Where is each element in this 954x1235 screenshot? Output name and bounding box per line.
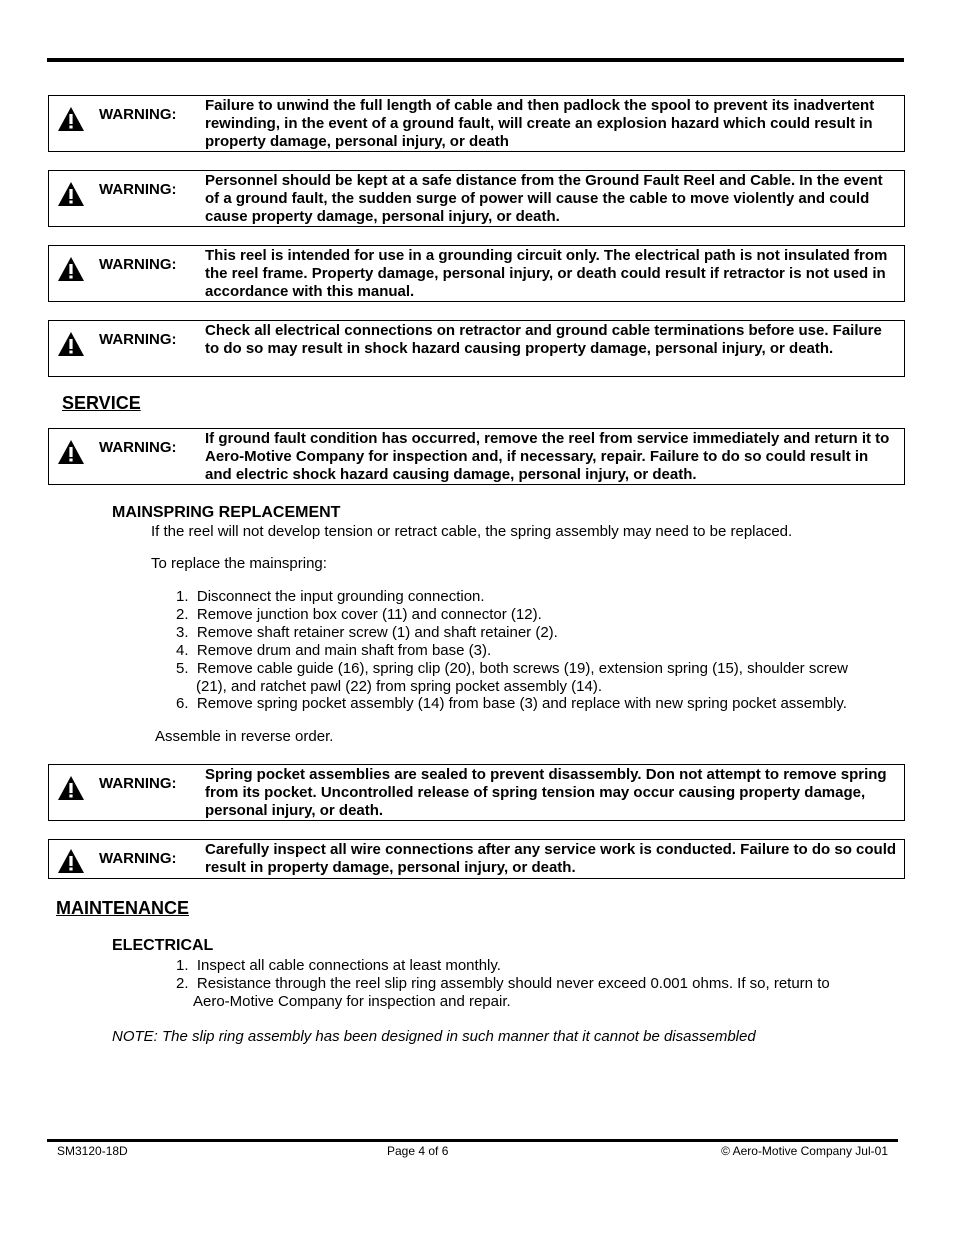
warning-triangle-icon xyxy=(57,848,85,874)
service-heading: SERVICE xyxy=(62,393,141,413)
warning-box xyxy=(48,170,905,227)
warning-text: Failure to unwind the full length of cable and then padlock the spool to prevent its inadvertent rewinding, in the event of a ground fault, will create an explosion hazard which could result in property damage, personal injury, or death xyxy=(205,97,875,150)
list-item: 1. Inspect all cable connections at least monthly. xyxy=(176,957,501,974)
warning-text: Check all electrical connections on retractor and ground cable terminations before use. Failure to do so may result in shock hazard causing property damage, personal injury, or death. xyxy=(205,322,882,357)
note: NOTE: The slip ring assembly has been designed in such manner that it cannot be disassembled xyxy=(112,1028,756,1045)
footer-copyright: © Aero-Motive Company Jul-01 xyxy=(721,1144,888,1158)
warning-box xyxy=(48,320,905,377)
mainspring-closing: Assemble in reverse order. xyxy=(155,728,334,745)
warning-label: WARNING: xyxy=(99,850,177,867)
warning-text: Spring pocket assemblies are sealed to prevent disassembly. Don not attempt to remove spring from its pocket. Uncontrolled release of spring tension may occur causing property damage, personal injury, or death. xyxy=(205,766,887,819)
warning-label: WARNING: xyxy=(99,256,177,273)
warning-box xyxy=(48,428,905,485)
warning-text: This reel is intended for use in a grounding circuit only. The electrical path is not insulated from the reel frame. Property damage, personal injury, or death could result if retractor is not used in accordance with this manual. xyxy=(205,247,888,300)
warning-triangle-icon xyxy=(57,106,85,132)
electrical-heading: ELECTRICAL xyxy=(112,937,214,954)
warning-box xyxy=(48,245,905,302)
list-item: 1. Disconnect the input grounding connection. xyxy=(176,588,485,605)
warning-label: WARNING: xyxy=(99,331,177,348)
list-item: 5. Remove cable guide (16), spring clip (20), both screws (19), extension spring (15), shoulder screw xyxy=(176,660,848,677)
list-item-continuation: (21), and ratchet pawl (22) from spring pocket assembly (14). xyxy=(196,678,603,695)
list-item: 6. Remove spring pocket assembly (14) from base (3) and replace with new spring pocket assembly. xyxy=(176,695,847,712)
mainspring-intro: If the reel will not develop tension or retract cable, the spring assembly may need to be replaced. xyxy=(151,523,793,540)
warning-triangle-icon xyxy=(57,331,85,357)
warning-box xyxy=(48,839,905,879)
list-item: 2. Remove junction box cover (11) and connector (12). xyxy=(176,606,542,623)
list-item: 3. Remove shaft retainer screw (1) and shaft retainer (2). xyxy=(176,624,558,641)
warning-text: Carefully inspect all wire connections after any service work is conducted. Failure to do so could result in property damage, personal injury, or death. xyxy=(205,841,897,876)
maintenance-heading: MAINTENANCE xyxy=(56,898,189,918)
warning-box xyxy=(48,764,905,821)
warning-label: WARNING: xyxy=(99,181,177,198)
warning-label: WARNING: xyxy=(99,106,177,123)
warning-text: If ground fault condition has occurred, remove the reel from service immediately and return it to Aero-Motive Company for inspection and, if necessary, repair. Failure to do so could result in and electric shock hazard causing damage, personal injury, or death. xyxy=(205,430,890,483)
footer-rule xyxy=(47,1139,898,1142)
warning-triangle-icon xyxy=(57,181,85,207)
warning-label: WARNING: xyxy=(99,775,177,792)
warning-triangle-icon xyxy=(57,439,85,465)
mainspring-lead: To replace the mainspring: xyxy=(151,555,327,572)
list-item: 4. Remove drum and main shaft from base (3). xyxy=(176,642,492,659)
warning-triangle-icon xyxy=(57,256,85,282)
list-item: 2. Resistance through the reel slip ring assembly should never exceed 0.001 ohms. If so, return to xyxy=(176,975,830,992)
warning-triangle-icon xyxy=(57,775,85,801)
warning-box xyxy=(48,95,905,152)
warning-text: Personnel should be kept at a safe distance from the Ground Fault Reel and Cable. In the event of a ground fault, the sudden surge of power will cause the cable to move violently and could cause property damage, personal injury, or death. xyxy=(205,172,883,225)
top-rule xyxy=(47,58,904,62)
footer-page-number: Page 4 of 6 xyxy=(387,1144,449,1158)
warning-label: WARNING: xyxy=(99,439,177,456)
footer-doc-id: SM3120-18D xyxy=(57,1144,128,1158)
mainspring-heading: MAINSPRING REPLACEMENT xyxy=(112,504,341,521)
list-item-continuation: Aero-Motive Company for inspection and repair. xyxy=(193,993,511,1010)
